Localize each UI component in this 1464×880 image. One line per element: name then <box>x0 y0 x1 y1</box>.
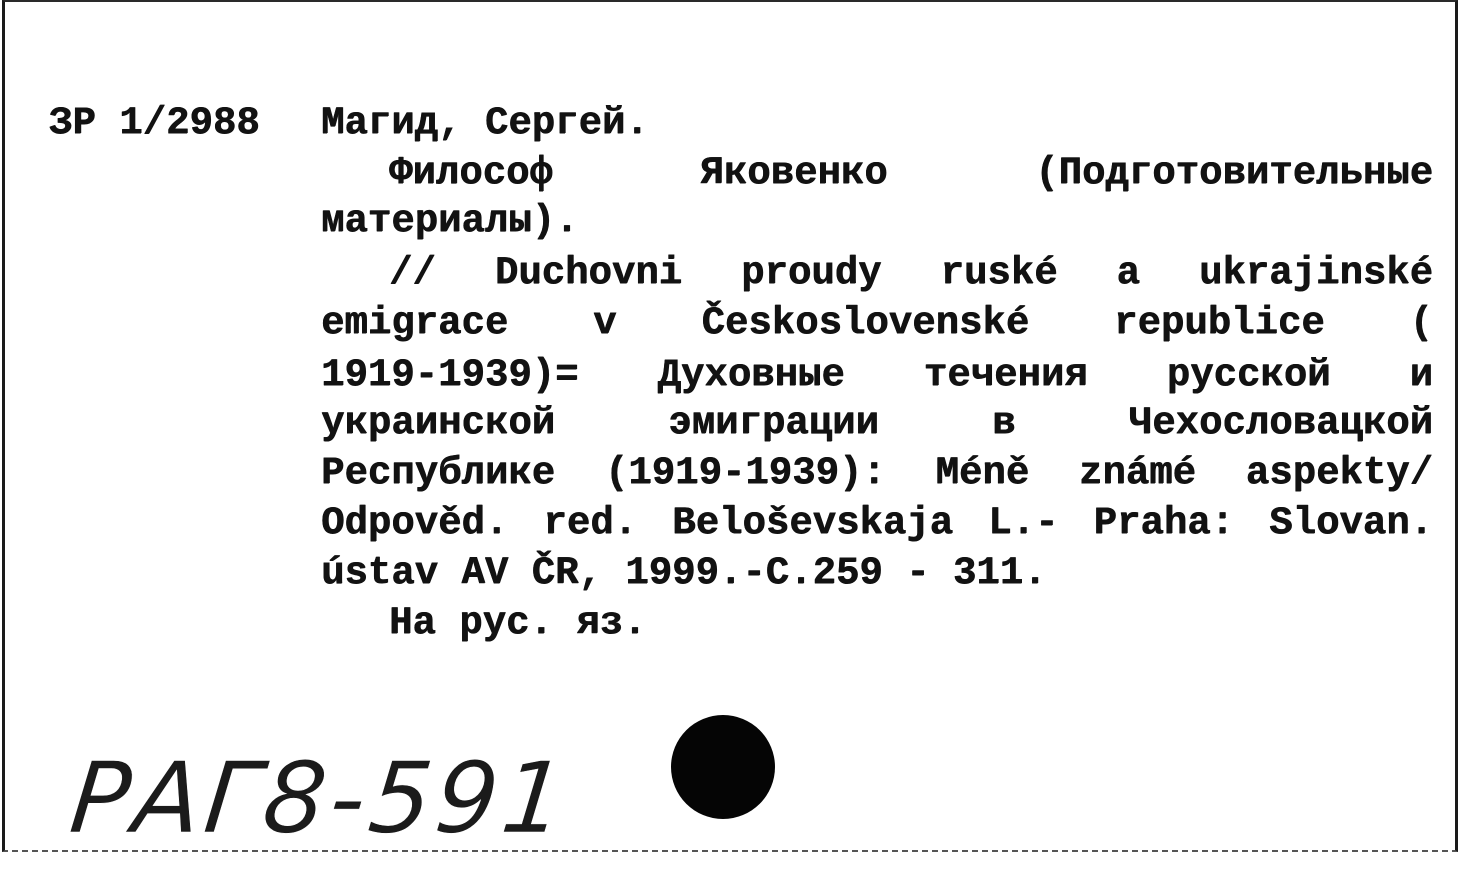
source-line-3: 1919-1939)= Духовные течения русской и <box>321 353 1433 397</box>
language-note: На рус. яз. <box>389 601 647 645</box>
title-line-1: Философ Яковенко (Подготовительные <box>389 151 1433 195</box>
source-line-5: Республике (1919-1939): Méně známé aspekty/ <box>321 451 1433 495</box>
title-line-2: материалы). <box>321 199 579 243</box>
source-line-1: // Duchovni proudy ruské a ukrajinské <box>389 251 1433 295</box>
handwritten-shelfmark: РАГ8-591 <box>65 742 575 856</box>
author-line: Магид, Сергей. <box>321 101 649 145</box>
punch-hole <box>671 715 775 819</box>
source-line-6: Odpověd. red. Beloševskaja L.- Praha: Slovan. <box>321 501 1433 545</box>
catalog-card <box>2 0 1458 856</box>
source-line-2: emigrace v Československé republice ( <box>321 301 1433 345</box>
call-number: ЗР 1/2988 <box>49 101 260 145</box>
source-line-7: ústav AV ČR, 1999.-C.259 - 311. <box>321 551 1047 595</box>
source-line-4: украинской эмиграции в Чехословацкой <box>321 401 1433 445</box>
